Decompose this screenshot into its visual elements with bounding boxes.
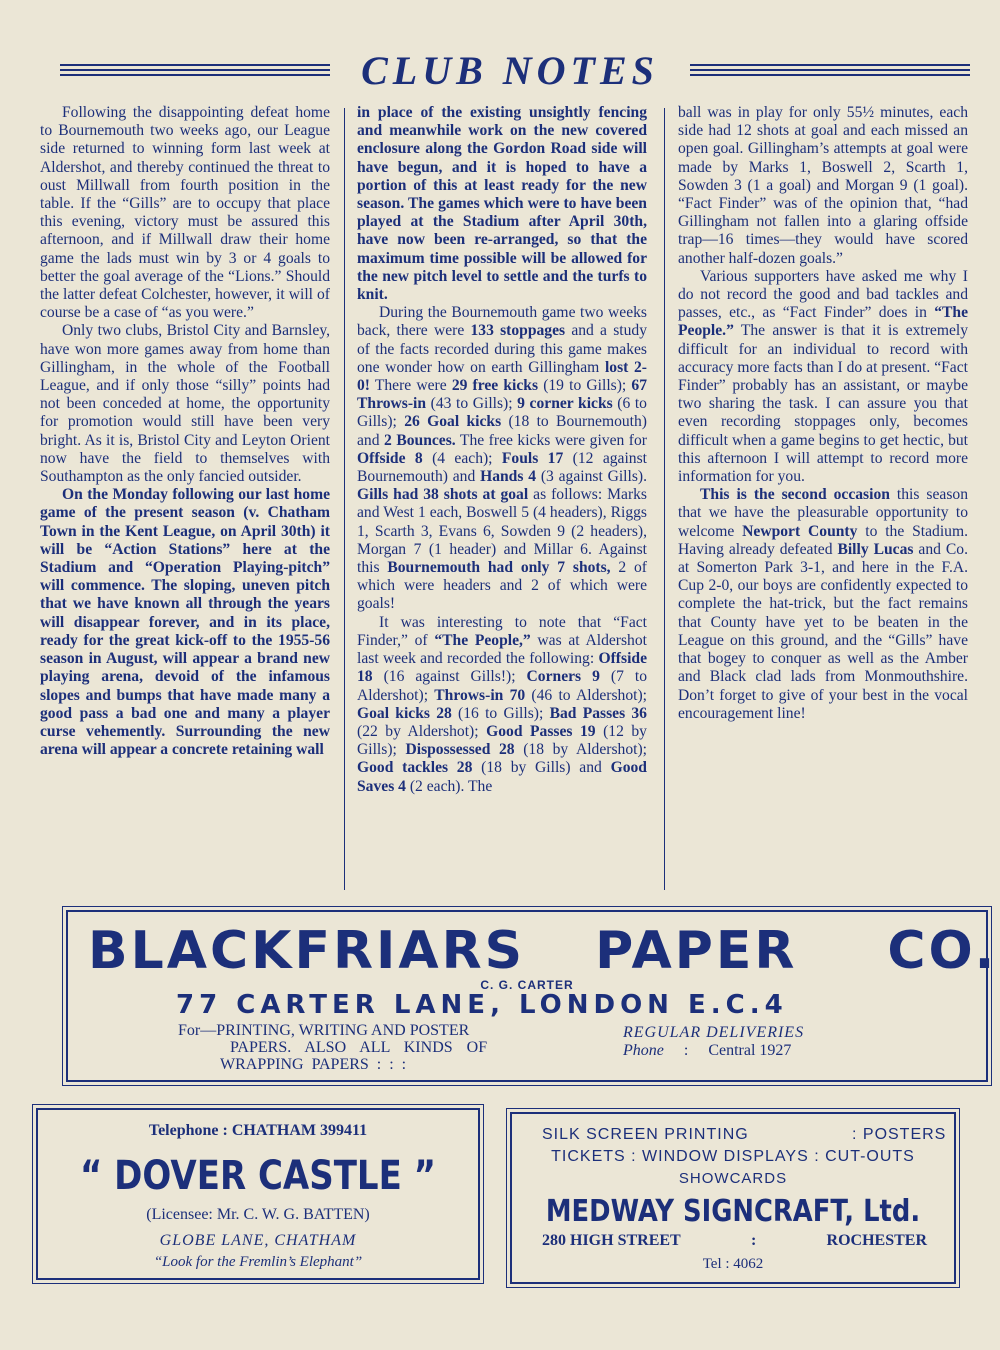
header-rule-left: [60, 64, 330, 66]
header-rule-right: [690, 64, 970, 66]
licensee: (Licensee: Mr. C. W. G. BATTEN): [146, 1206, 370, 1223]
paragraph: During the Bournemouth game two weeks back, there were 133 stoppages and a study of the facts recorded during this game makes one wonder how on earth Gillingham lost 2-0! There were 29 free kicks (19 to Gills); 67 Throws-in (43 to Gills); 9 corner kicks (6 to Gills); 26 Goal kicks (18 to Bournemouth) and 2 Bounces. The free kicks were given for Offside 8 (4 each); Fouls 17 (12 against Bournemouth) and Hands 4 (3 against Gills). Gills had 38 shots at goal as follows: Marks and West 1 each, Boswell 5 (4 headers), Riggs 1, Scarth 3, Evans 6, Sowden 9 (2 headers), Morgan 7 (1 header) and Millar 6. Against this Bournemouth had only 7 shots, 2 of which were headers and 2 of which were goals!: [357, 304, 648, 613]
column-3: [678, 104, 968, 723]
paragraph: This is the second occasion this season that we have the pleasurable opportunity to welcome Newport County to the Stadium. Having already defeated Billy Lucas and Co. at Somerton Park 3-1, and here in the F.A. Cup 2-0, our boys are confidently expected to complete the hat-trick, but the fact remains that County have yet to be beaten in the League on this ground, and the “Gills” have that bogey to conquer as well as the Amber and Black clad lads from Monmouthshire. Don’t forget to give of your best in the vocal encouragement line!: [678, 486, 968, 722]
paragraph: It was interesting to note that “Fact Finder,” of “The People,” was at Aldershot last week and recorded the following: Offside 18 (16 against Gills!); Corners 9 (7 to Aldershot); Throws-in 70 (46 to Aldershot); Goal kicks 28 (16 to Gills); Bad Passes 36 (22 by Aldershot); Good Passes 19 (12 by Gills); Dispossessed 28 (18 by Aldershot); Good tackles 28 (18 by Gills) and Good Saves 4 (2 each). The: [357, 613, 647, 795]
paragraph: On the Monday following our last home game of the present season (v. Chatham Town in the Kent League, on April 30th) it will be “Action Stations” here at the Stadium and “Operation Playing-pitch” will commence. The sloping, uneven pitch that we have known all through the years will disappear forever, and in its place, ready for the great kick-off to the 1955-56 season in August, will appear a brand new playing arena, devoid of the infamous slopes and bumps that have made many a good pass a bad one and many a player curse vehemently. Surrounding the new arena will appear a concrete retaining wall: [40, 486, 330, 759]
page-title: CLUB NOTES: [361, 48, 659, 93]
deliveries-info: REGULAR DELIVERIES Phone : Central 1927: [623, 1024, 805, 1059]
location: GLOBE LANE, CHATHAM: [159, 1232, 357, 1249]
column-2: [357, 104, 647, 796]
slogan: “Look for the Fremlin’s Elephant”: [153, 1254, 363, 1270]
paragraph: Various supporters have asked me why I do not record the good and bad tackles and passes, etc., as “Fact Finder” does in “The People.” The answer is that it is extremely difficult for an individual to record with accuracy more facts than I do at present. “Fact Finder” probably has an assistant, or maybe two sharing the task. I can assure you that even recording stoppages only, becomes difficult when a game begins to get hectic, but this afternoon I will attempt to record more information for you.: [678, 267, 968, 486]
advert-title: “ DOVER CASTLE ”: [80, 1153, 436, 1199]
advert-title: MEDWAY SIGNCRAFT, Ltd.: [545, 1194, 921, 1229]
paragraph: Following the disappointing defeat home to Bournemouth two weeks ago, our League side returned to winning form last week at Aldershot, and thereby continued the threat to oust Millwall from fourth position in the table. If the “Gills” are to occupy that place this evening, victory must be assured this afternoon, and if Millwall draw their home game the lads must win by 3 or 4 goals to better the goal average of the “Lions.” Should the latter defeat Colchester, however, it will of course be a case of “as you were.”: [40, 104, 330, 322]
services-line: SILK SCREEN PRINTING: [542, 1126, 749, 1143]
dover-castle-advert: [36, 1108, 480, 1280]
services-line: : POSTERS: [852, 1126, 947, 1143]
paragraph: Only two clubs, Bristol City and Barnsley, have won more games away from home than Gillingham, in the whole of the Football League, and if only those “silly” points had not been conceded at home, the opportunity for promotion would still have been very bright. As it is, Bristol City and Leyton Orient now have the field to themselves with Southampton as the only fancied outsider.: [40, 322, 330, 486]
address: 77 CARTER LANE, LONDON E.C.4: [176, 990, 788, 1020]
services-line: TICKETS : WINDOW DISPLAYS : CUT-OUTS: [551, 1148, 915, 1165]
telephone: Telephone : CHATHAM 399411: [148, 1122, 368, 1139]
services: For—PRINTING, WRITING AND POSTER PAPERS. ALSO ALL KINDS OF WRAPPING PAPERS : : :: [178, 1022, 488, 1073]
medway-signcraft-advert: [510, 1112, 956, 1284]
club-notes-header: [60, 46, 970, 96]
address: 280 HIGH STREET : ROCHESTER: [542, 1232, 927, 1249]
column-divider-2: [664, 108, 665, 890]
paragraph: in place of the existing unsightly fencing and meanwhile work on the new covered enclosure along the Gordon Road side will have begun, and it is hoped to have a portion of this at least ready for the new season. The games which were to have been played at the Stadium after April 30th, have now been re-arranged, so that the maximum time possible will be allowed for the new pitch level to settle and the turfs to knit.: [357, 104, 647, 304]
proprietor: C. G. CARTER: [480, 978, 574, 992]
advert-title: BLACKFRIARS PAPER CO.: [88, 921, 998, 981]
blackfriars-advert: [66, 910, 998, 1082]
column-divider-1: [344, 108, 345, 890]
column-1: [40, 104, 330, 759]
services-line: SHOWCARDS: [678, 1170, 788, 1187]
paragraph: ball was in play for only 55½ minutes, each side had 12 shots at goal and each missed an open goal. Gillingham’s attempts at goal were made by Marks 1, Boswell 2, Scarth 1, Sowden 3 (1 a goal) and Morgan 9 (1 goal). “Fact Finder” was of the opinion that, “had Gillingham not fallen into a glaring offside trap—16 times—they would have scored another half-dozen goals.”: [678, 104, 968, 267]
telephone: Tel : 4062: [702, 1256, 764, 1272]
